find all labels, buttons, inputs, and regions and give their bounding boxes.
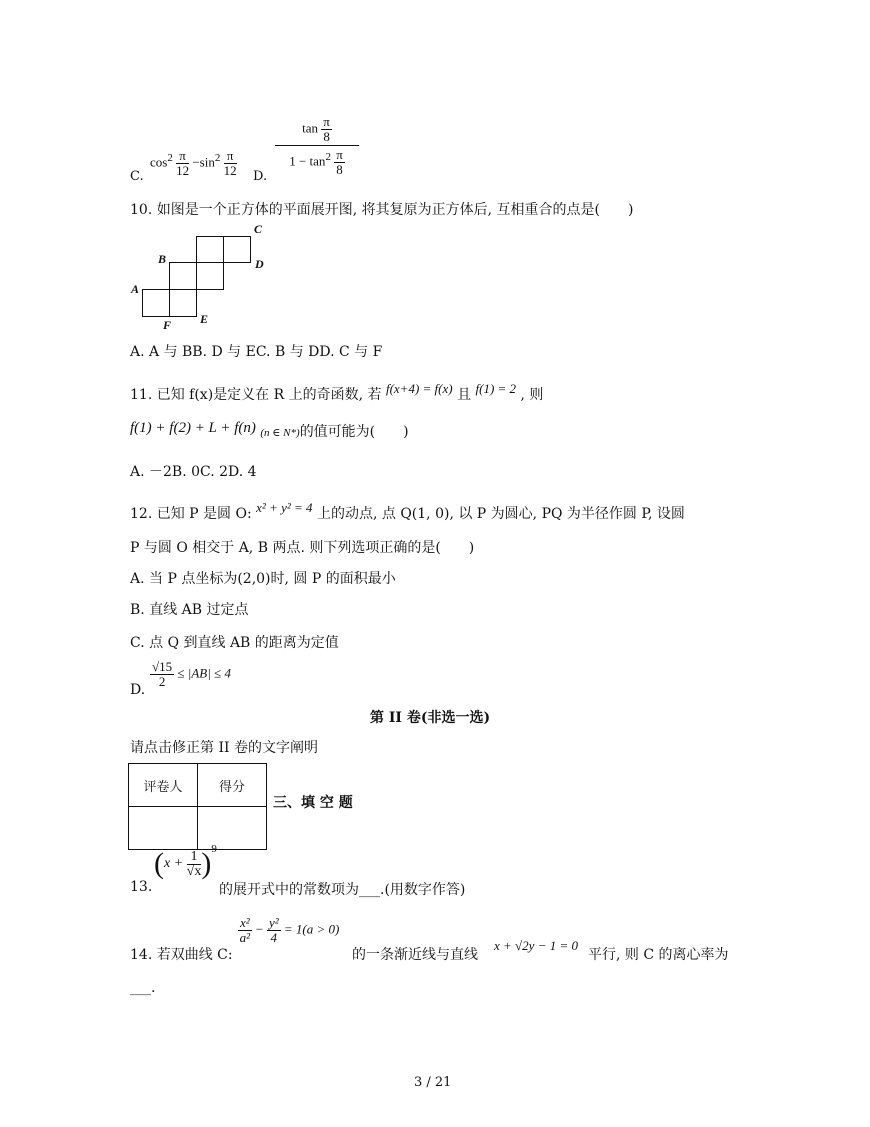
net-cell [169,289,197,317]
score-cell [198,807,267,850]
q12-option-c: C. 点 Q 到直线 AB 的距离为定值 [130,635,339,651]
q13-binomial: (x + $\frac{1}{√x}$ )$^9$ [154,842,217,880]
vertex-label-e: E [200,312,209,326]
q11-line2: f(1) + f(2) + L + f(n) (n ∈ N*)的值可能为( ) [130,420,409,440]
vertex-label-f: F [163,318,172,332]
net-cell [169,262,197,290]
page-number: 3 / 21 [414,1075,452,1090]
vertex-label-a: A [131,282,140,296]
q11-eq-periodic: f(x+4) = f(x) [385,381,453,396]
option-d-label: D. [253,169,268,184]
vertex-label-b: B [158,252,167,266]
q12-line2: P 与圆 O 相交于 A, B 两点. 则下列选项正确的是( ) [130,540,475,556]
section-title: 第 II 卷(非选一选) [370,710,491,726]
net-cell [196,262,224,290]
q10-options: A. A 与 BB. D 与 EC. B 与 DD. C 与 F [130,344,383,360]
q11-condition: (n ∈ N*) [260,427,300,439]
net-cell [223,236,251,263]
q12-option-b: B. 直线 AB 过定点 [130,602,249,618]
grader-header: 评卷人 [129,764,198,807]
q11-sum-expression: f(1) + f(2) + L + f(n) [130,420,256,436]
grader-cell [129,807,198,850]
cube-net-figure [130,222,280,336]
q12-option-a: A. 当 P 点坐标为(2,0)时, 圆 P 的面积最小 [130,571,396,587]
vertex-label-c: C [254,222,263,236]
net-cell [196,236,224,263]
q12-circle-eq: x² + y² = 4 [256,500,313,515]
vertex-label-d: D [255,257,264,271]
q11-options: A. －2B. 0C. 2D. 4 [130,464,257,480]
q14-hyperbola-eq: $\frac{\text{x²}}{\text{a²}}$ − $\frac{\text{y²}}{4}$ = 1(a > 0) [239,915,340,945]
q12-line1: 12. 已知 P 是圆 O: x² + y² = 4 上的动点, 点 Q(1, 0), 以 P 为圆心, PQ 为半径作圆 P, 设圆 [130,500,685,522]
fill-in-heading: 三、填 空 题 [273,795,353,811]
grading-table [128,763,267,850]
option-c-label: C. [130,169,144,184]
q10-text: 10. 如图是一个正方体的平面展开图, 将其复原为正方体后, 互相重合的点是( ) [130,202,634,218]
section-note: 请点击修正第 II 卷的文字阐明 [130,740,318,756]
q11-line1: 11. 已知 f(x)是定义在 R 上的奇函数, 若 f(x+4) = f(x) 且 f(1) = 2 , 则 [130,381,544,403]
net-cell [142,289,170,317]
option-c-expression: $\cos^2$ $\frac{\pi}{12}$ $-\sin^2$ $\frac{\pi}{12}$ [150,148,237,178]
option-d-fraction: tan $\frac{\pi}{8}$ $1 - \tan^2$ $\frac{\pi}{8}$ [275,115,359,182]
q11-eq-value: f(1) = 2 [475,381,517,396]
q14-blank: ___. [130,980,156,996]
q14-line-eq: x + √2y − 1 = 0 [494,938,578,953]
score-header: 得分 [198,764,267,807]
